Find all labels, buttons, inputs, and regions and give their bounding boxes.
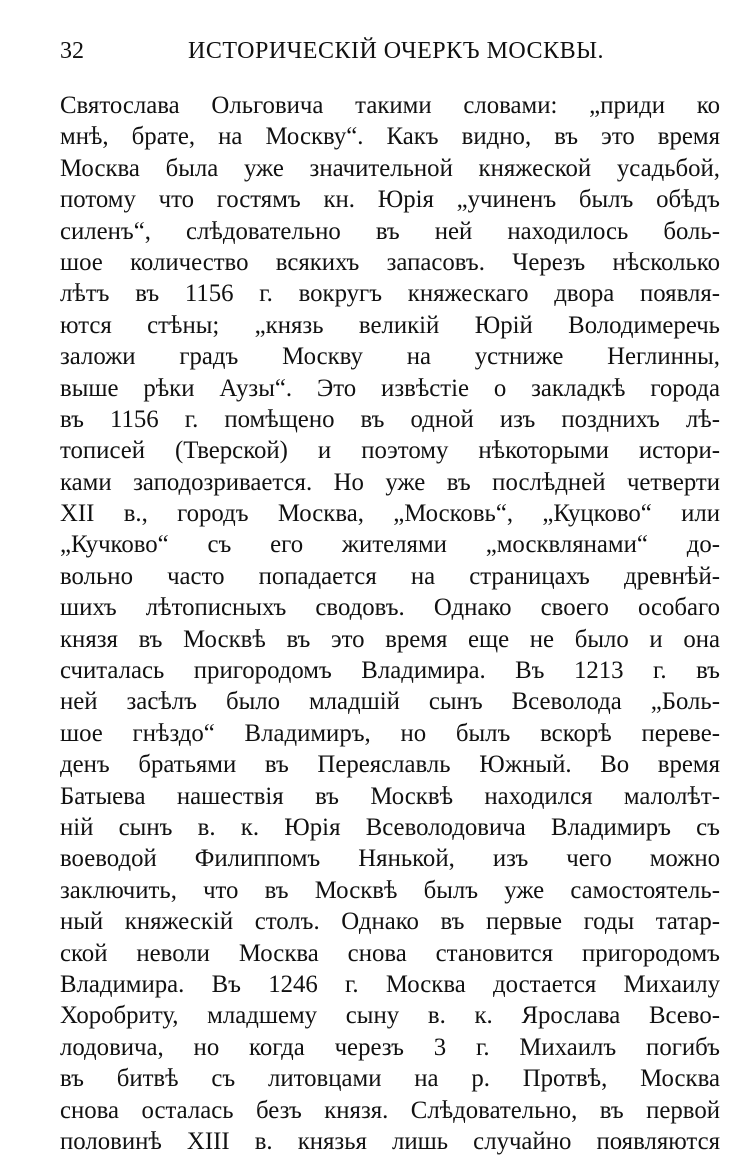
text-line: тописей (Тверской) и поэтому нѣкоторыми истори- xyxy=(60,437,720,465)
text-line: ней засѣлъ было младшій сынъ Всеволода „Боль- xyxy=(60,688,720,716)
text-line: ками заподозривается. Но уже въ послѣдней четверти xyxy=(60,468,720,496)
text-line: снова осталась безъ князя. Слѣдовательно, въ первой xyxy=(60,1096,720,1124)
text-line: ются стѣны; „князь великій Юрій Володимеречь xyxy=(60,311,720,339)
text-line: потому что гостямъ кн. Юрія „учиненъ былъ обѣдъ xyxy=(60,186,720,214)
text-line: XII в., городъ Москва, „Московь“, „Куцково“ или xyxy=(60,500,720,528)
text-line: Хоробриту, младшему сыну в. к. Ярослава Всево- xyxy=(60,1002,720,1030)
text-line: половинѣ XIII в. князья лишь случайно появляются xyxy=(60,1127,720,1155)
text-line: шое количество всякихъ запасовъ. Черезъ нѣсколько xyxy=(60,248,720,276)
text-line: выше рѣки Аузы“. Это извѣстіе о закладкѣ города xyxy=(60,374,720,402)
text-line: считалась пригородомъ Владимира. Въ 1213 г. въ xyxy=(60,657,720,685)
text-line: Святослава Ольговича такими словами: „приди ко xyxy=(60,92,720,119)
text-line: мнѣ, брате, на Москву“. Какъ видно, въ это время xyxy=(60,123,720,151)
text-line: ній сынъ в. к. Юрія Всеволодовича Владимиръ съ xyxy=(60,813,720,841)
text-line: лѣтъ въ 1156 г. вокругъ княжескаго двора появля- xyxy=(60,280,720,308)
text-line: вольно часто попадается на страницахъ древнѣй- xyxy=(60,562,720,590)
text-line: заключить, что въ Москвѣ былъ уже самостоятель- xyxy=(60,876,720,904)
text-line: лодовича, но когда черезъ 3 г. Михаилъ погибъ xyxy=(60,1033,720,1061)
text-line: Батыева нашествія въ Москвѣ находился малолѣт- xyxy=(60,782,720,810)
text-line: Москва была уже значительной княжеской усадьбой, xyxy=(60,154,720,182)
page-number: 32 xyxy=(60,38,84,64)
text-line: ный княжескій столъ. Однако въ первые годы татар- xyxy=(60,908,720,936)
text-line: князя въ Москвѣ въ это время еще не было и она xyxy=(60,625,720,653)
body-text xyxy=(60,90,720,1157)
running-title: ИСТОРИЧЕСКІЙ ОЧЕРКЪ МОСКВЫ. xyxy=(188,38,605,64)
text-line: ской неволи Москва снова становится пригородомъ xyxy=(60,939,720,967)
text-line: шихъ лѣтописныхъ сводовъ. Однако своего особаго xyxy=(60,594,720,622)
text-line: шое гнѣздо“ Владимиръ, но былъ вскорѣ переве- xyxy=(60,719,720,747)
text-line: денъ братьями въ Переяславль Южный. Во время xyxy=(60,751,720,779)
text-line: Владимира. Въ 1246 г. Москва достается Михаилу xyxy=(60,970,720,998)
text-line: въ битвѣ съ литовцами на р. Протвѣ, Москва xyxy=(60,1065,720,1093)
text-line: заложи градъ Москву на устниже Неглинны, xyxy=(60,343,720,371)
text-line: силенъ“, слѣдовательно въ ней находилось боль- xyxy=(60,217,720,245)
page-header xyxy=(60,38,720,78)
text-line: „Кучково“ съ его жителями „москвлянами“ до- xyxy=(60,531,720,559)
text-line: въ 1156 г. помѣщено въ одной изъ позднихъ лѣ- xyxy=(60,405,720,433)
text-line: воеводой Филиппомъ Нянькой, изъ чего можно xyxy=(60,845,720,873)
